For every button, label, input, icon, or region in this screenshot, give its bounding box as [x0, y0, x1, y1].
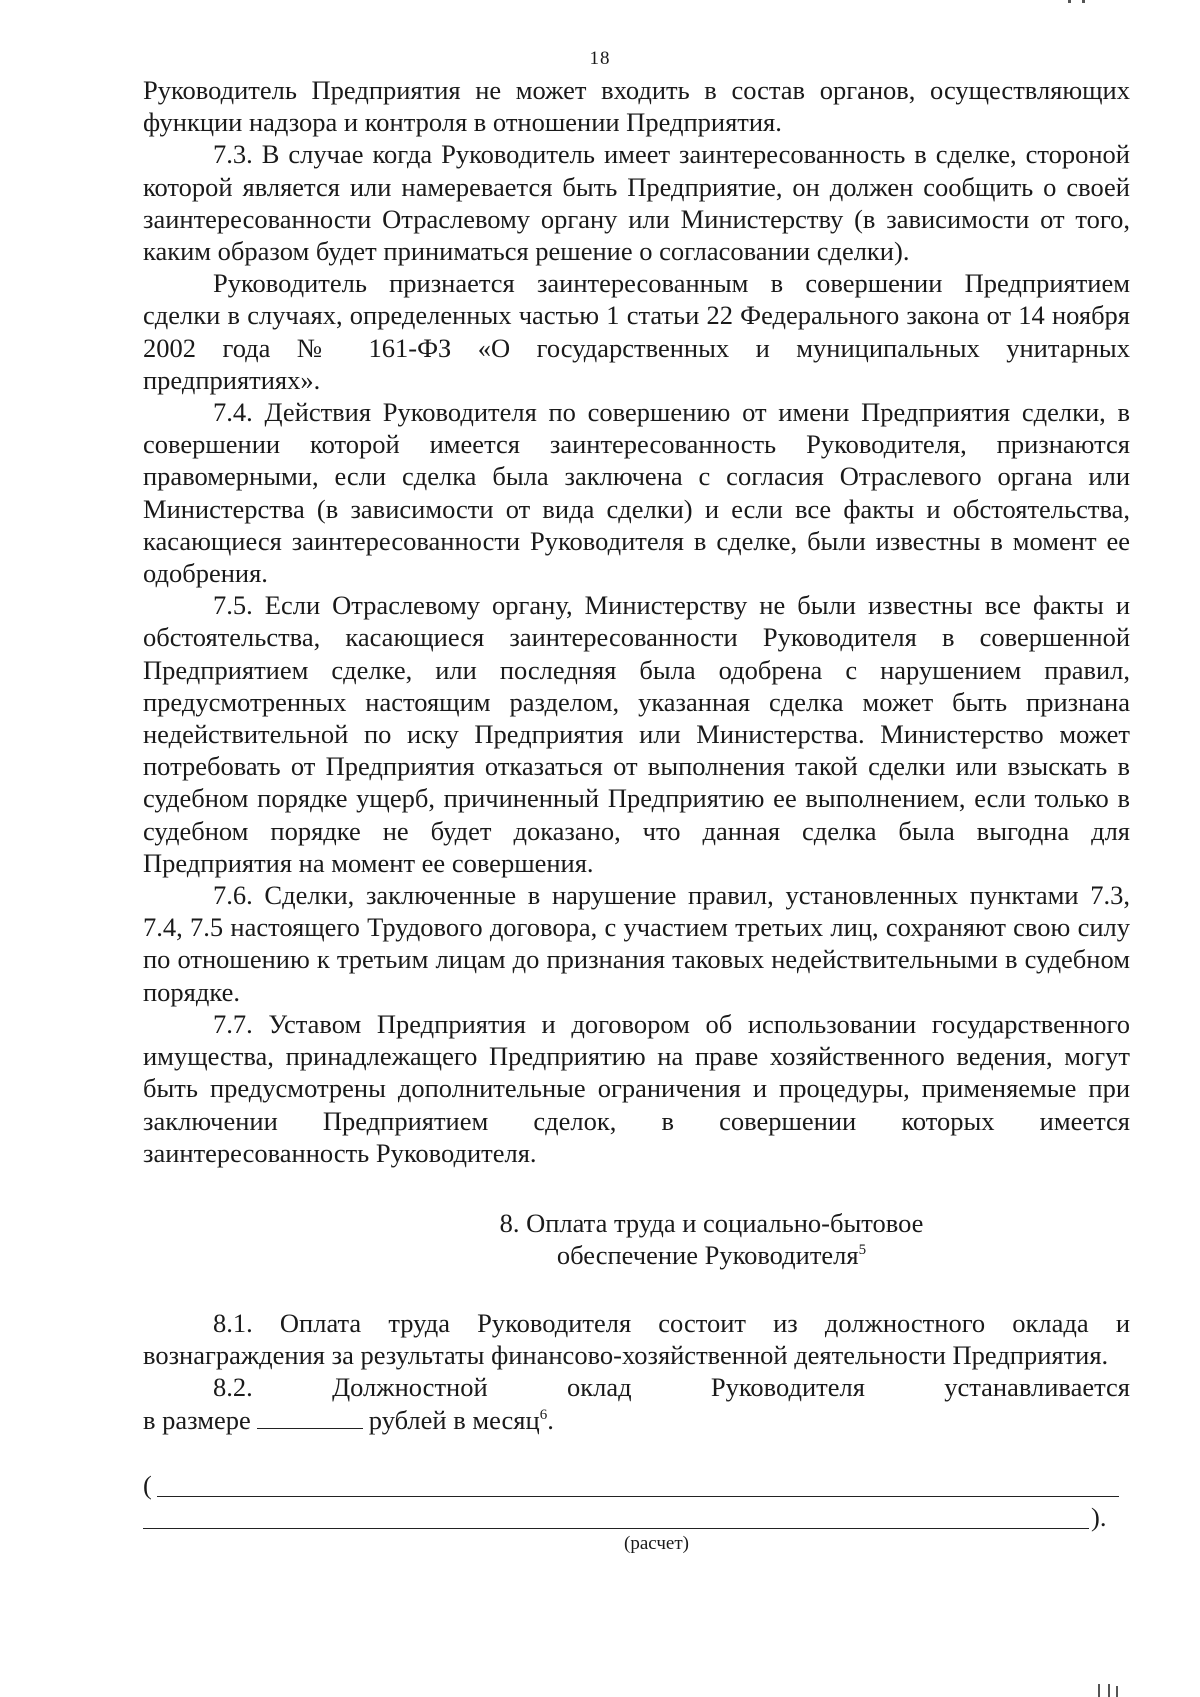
salary-amount-blank[interactable]	[257, 1406, 363, 1429]
calculation-row-2	[143, 1502, 1130, 1534]
calculation-close-paren: ).	[1091, 1502, 1107, 1532]
paragraph-7-3-interest: Руководитель признается заинтересованным в совершении Предприятием сделки в случаях, определенных частью 1 статьи 22 Федерального закона от 14 ноября 2002 года № 161-ФЗ «О государственных и муниципальных унитарных предприятиях».	[143, 268, 1130, 395]
scan-artifact-bottom-2	[1108, 1684, 1110, 1697]
salary-amount-suffix: рублей в месяц	[368, 1404, 540, 1435]
paragraph-8-1: 8.1. Оплата труда Руководителя состоит из должностного оклада и вознаграждения за результаты финансово-хозяйственной деятельности Предприятия.	[143, 1307, 1130, 1371]
paragraph-7-3: 7.3. В случае когда Руководитель имеет заинтересованность в сделке, стороной которой является или намеревается быть Предприятие, он должен сообщить о своей заинтересованности Отраслевому органу или Министерству (в зависимости от того, каким образом будет приниматься решение о согласовании сделки).	[143, 139, 1130, 267]
calculation-blank-line-1[interactable]	[157, 1496, 1119, 1497]
paragraph-7-2-end: Руководитель Предприятия не может входить в состав органов, осуществляющих функции надзора и контроля в отношении Предприятия.	[143, 75, 1130, 138]
paragraph-8-2-line2	[143, 1404, 1130, 1436]
footnote-ref-6: 6	[539, 1406, 548, 1423]
paragraph-8-2-word-oklad: оклад	[566, 1372, 632, 1403]
paragraph-8-2-word-head: Руководителя	[710, 1372, 865, 1403]
paragraph-7-6: 7.6. Сделки, заключенные в нарушение правил, установленных пунктами 7.3, 7.4, 7.5 настоящего Трудового договора, с участием третьих лиц, сохраняют свою силу по отношению к третьим лицам до признания таковых недействительными в судебном порядке.	[143, 880, 1130, 1007]
section-8-heading	[293, 1207, 1130, 1271]
section-8-heading-line2-text: обеспечение Руководителя	[556, 1239, 859, 1270]
paragraph-8-2-word-set: устанавливается	[944, 1372, 1130, 1403]
calculation-blank-line-2[interactable]	[143, 1528, 1089, 1529]
calculation-block	[143, 1470, 1130, 1534]
scan-artifact-bottom-3	[1116, 1686, 1118, 1697]
paragraph-8-2-line1	[143, 1371, 1130, 1403]
section-8-heading-line2	[293, 1239, 1130, 1271]
paragraph-8-2-number: 8.2.	[213, 1372, 253, 1403]
scan-artifact-bottom	[1098, 1684, 1100, 1697]
calculation-row-1	[143, 1470, 1130, 1502]
scan-artifact-top-2	[1082, 0, 1085, 3]
paragraph-7-5: 7.5. Если Отраслевому органу, Министерству не были известны все факты и обстоятельства, касающиеся заинтересованности Руководителя в совершенной Предприятием сделке, или последняя была одобрена с нарушением правил, предусмотренных настоящим разделом, указанная сделка может быть признана недействительной по иску Предприятия или Министерства. Министерство может потребовать от Предприятия отказаться от выполнения такой сделки или взыскать в судебном порядке ущерб, причиненный Предприятию ее выполнением, если только в судебном порядке не будет доказано, что данная сделка была выгодна для Предприятия на момент ее совершения.	[143, 590, 1130, 878]
footnote-ref-5: 5	[858, 1242, 867, 1259]
section-8-heading-line1: 8. Оплата труда и социально-бытовое	[499, 1207, 924, 1238]
calculation-label: (расчет)	[624, 1533, 689, 1554]
salary-amount-prefix: в размере	[143, 1404, 251, 1435]
calculation-open-paren: (	[143, 1470, 152, 1500]
paragraph-7-7: 7.7. Уставом Предприятия и договором об использовании государственного имущества, принадлежащего Предприятию на праве хозяйственного ведения, могут быть предусмотрены дополнительные ограничения и процедуры, применяемые при заключении Предприятием сделок, в совершении которых имеется заинтересованность Руководителя.	[143, 1008, 1130, 1168]
paragraph-8-2-word-salary: Должностной	[332, 1372, 488, 1403]
paragraph-7-4: 7.4. Действия Руководителя по совершению от имени Предприятия сделки, в совершении которой имеется заинтересованность Руководителя, признаются правомерными, если сделка была заключена с согласия Отраслевого органа или Министерства (в зависимости от вида сделки) и если все факты и обстоятельства, касающиеся заинтересованности Руководителя в сделке, были известны в момент ее одобрения.	[143, 397, 1130, 589]
scan-artifact-top	[1068, 0, 1071, 3]
page-number: 18	[589, 48, 611, 69]
document-body	[143, 74, 1130, 1436]
salary-line-period: .	[547, 1404, 554, 1435]
